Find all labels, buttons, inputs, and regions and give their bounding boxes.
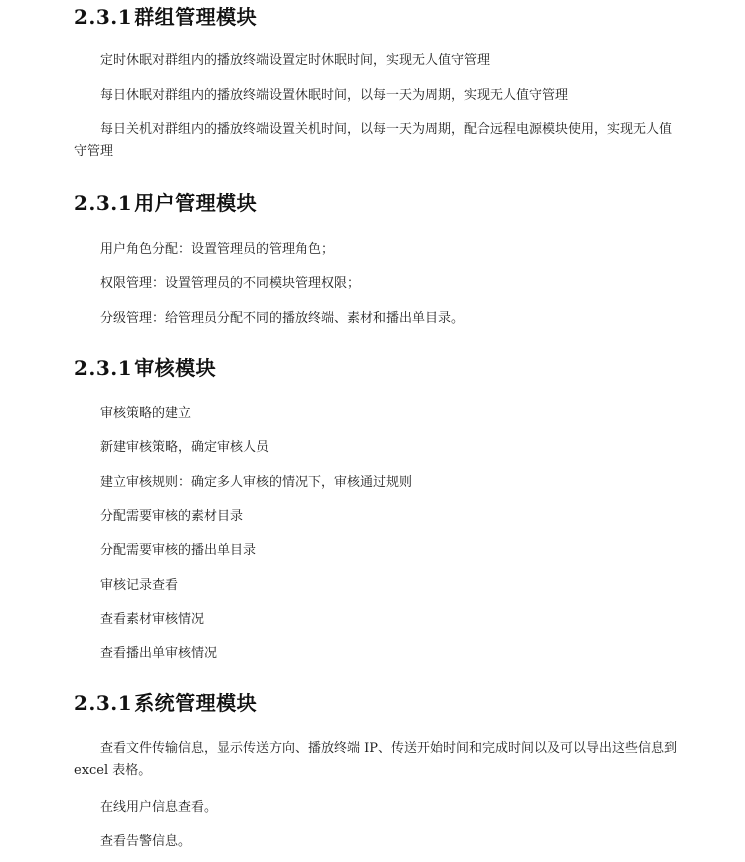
paragraph: 查看播出单审核情况 <box>100 646 218 661</box>
section-title: 系统管理模块 <box>134 691 258 715</box>
paragraph: 审核记录查看 <box>100 578 179 593</box>
section-title: 群组管理模块 <box>134 5 258 29</box>
paragraph: 每日关机对群组内的播放终端设置关机时间，以每一天为周期，配合远程电源模块使用，实现无人值守管理 <box>74 122 673 159</box>
paragraph: 用户角色分配：设置管理员的管理角色； <box>100 242 335 257</box>
paragraph: 分配需要审核的素材目录 <box>100 509 244 524</box>
section-heading-review <box>74 355 216 381</box>
paragraph: 分配需要审核的播出单目录 <box>100 543 257 558</box>
section-number: 2.3.1 <box>74 191 133 215</box>
section-number: 2.3.1 <box>74 691 133 715</box>
section-title: 审核模块 <box>134 356 217 380</box>
paragraph: 查看素材审核情况 <box>100 612 205 627</box>
section-number: 2.3.1 <box>74 5 133 29</box>
paragraph: 审核策略的建立 <box>100 406 192 421</box>
paragraph: 查看告警信息。 <box>100 834 192 849</box>
paragraph: 新建审核策略，确定审核人员 <box>100 440 270 455</box>
section-heading-group-management <box>74 4 257 30</box>
paragraph: 建立审核规则：确定多人审核的情况下，审核通过规则 <box>100 475 413 490</box>
section-title: 用户管理模块 <box>134 191 258 215</box>
paragraph: 定时休眠对群组内的播放终端设置定时休眠时间，实现无人值守管理 <box>100 53 491 68</box>
paragraph: 在线用户信息查看。 <box>100 800 218 815</box>
paragraph: 权限管理：设置管理员的不同模块管理权限； <box>100 276 361 291</box>
paragraph: 每日休眠对群组内的播放终端设置休眠时间，以每一天为周期，实现无人值守管理 <box>100 88 569 103</box>
section-number: 2.3.1 <box>74 356 133 380</box>
section-heading-user-management <box>74 190 257 216</box>
section-heading-system-management <box>74 690 257 716</box>
paragraph: 分级管理：给管理员分配不同的播放终端、素材和播出单目录。 <box>100 311 465 326</box>
paragraph: 查看文件传输信息，显示传送方向、播放终端 IP、传送开始时间和完成时间以及可以导出这些信息到 excel 表格。 <box>74 741 678 778</box>
